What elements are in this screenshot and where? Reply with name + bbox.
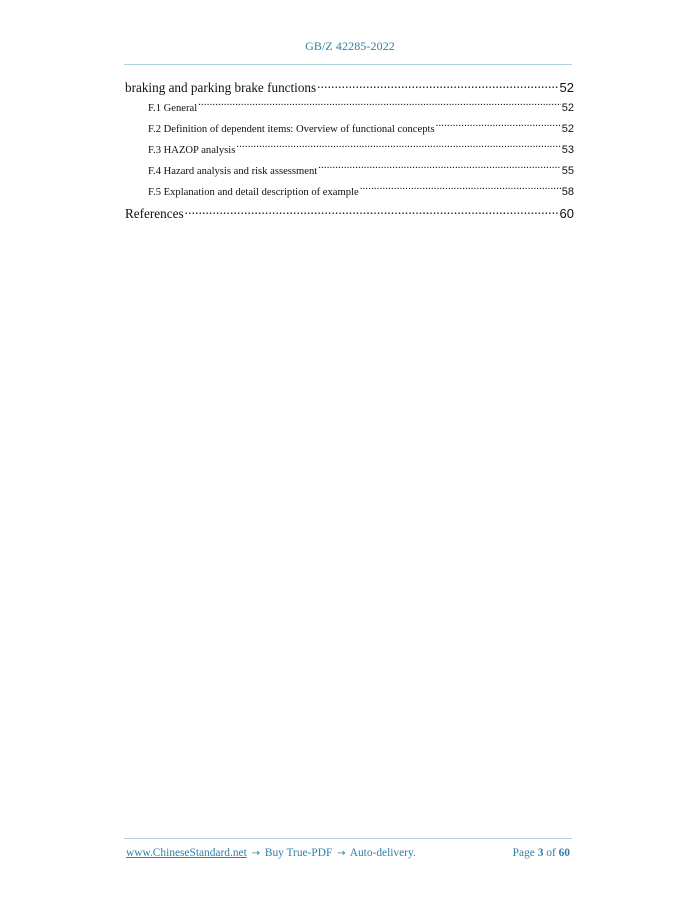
toc-dot-leader: [436, 121, 561, 132]
footer-divider: [124, 838, 572, 839]
toc-dot-leader: [318, 163, 561, 174]
toc-page-number: 52: [561, 123, 574, 135]
toc-entry-f5-explanation[interactable]: [125, 182, 574, 203]
toc-entry-f2-dependent-items[interactable]: [125, 119, 574, 140]
toc-entry-title: F.5 Explanation and detail description of example: [148, 187, 359, 198]
toc-page-number: 52: [559, 80, 574, 95]
toc-entry-title: References: [125, 206, 184, 221]
toc-page-number: 58: [561, 186, 574, 198]
toc-entry-title: F.4 Hazard analysis and risk assessment: [148, 166, 318, 177]
header-divider: [124, 64, 572, 65]
page-prefix: Page: [512, 847, 535, 859]
toc-entry-title: braking and parking brake functions: [125, 80, 317, 95]
footer-left: [126, 847, 416, 859]
page-total: 60: [558, 847, 570, 859]
toc-dot-leader: [236, 142, 560, 153]
page-of: of: [546, 847, 556, 859]
toc-page-number: 55: [561, 165, 574, 177]
page-header: GB/Z 42285-2022: [305, 39, 395, 53]
toc-dot-leader: [185, 205, 559, 218]
toc-entry-f4-hazard-analysis[interactable]: [125, 161, 574, 182]
page-indicator: [513, 847, 570, 859]
toc-page-number: 52: [561, 102, 574, 114]
toc-entry-references[interactable]: [125, 203, 574, 224]
right-arrow-icon: →: [251, 848, 260, 859]
toc-entry-title: F.3 HAZOP analysis: [148, 145, 236, 156]
toc-dot-leader: [198, 100, 561, 111]
page-footer: [126, 847, 570, 859]
toc-dot-leader: [317, 79, 558, 92]
toc-entry-braking-functions[interactable]: [125, 77, 574, 98]
right-arrow-icon: →: [337, 848, 346, 859]
page-current: 3: [537, 847, 544, 859]
toc-page-number: 60: [559, 206, 574, 221]
toc-entry-title: F.2 Definition of dependent items: Overview of functional concepts: [148, 124, 435, 135]
toc-page-number: 53: [561, 144, 574, 156]
delivery-text: Auto-delivery.: [349, 847, 416, 859]
table-of-contents: [125, 77, 574, 224]
toc-entry-title: F.1 General: [148, 103, 198, 114]
toc-dot-leader: [360, 184, 561, 195]
toc-entry-f3-hazop[interactable]: [125, 140, 574, 161]
buy-text: Buy True-PDF: [264, 847, 333, 859]
site-link[interactable]: www.ChineseStandard.net: [126, 847, 247, 859]
toc-entry-f1-general[interactable]: [125, 98, 574, 119]
